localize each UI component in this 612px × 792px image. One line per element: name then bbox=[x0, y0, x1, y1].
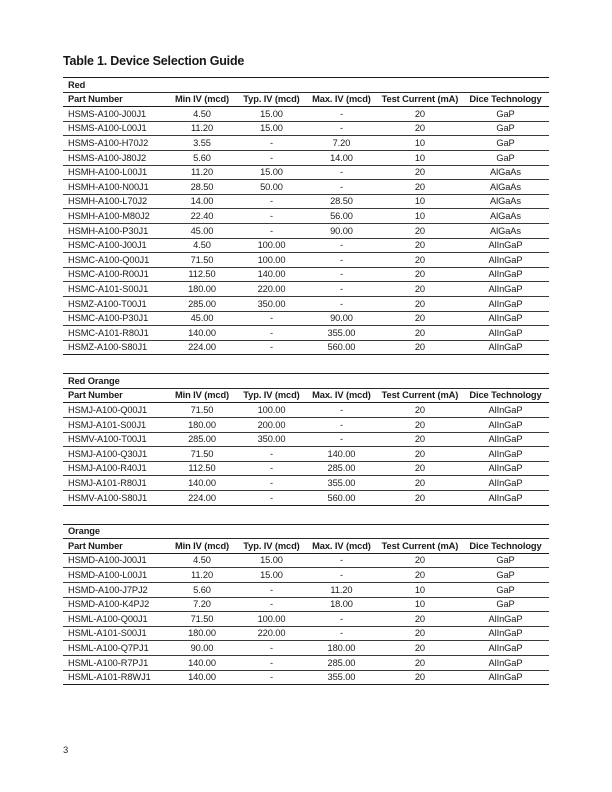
value-cell: 20 bbox=[378, 491, 462, 506]
table-row bbox=[63, 282, 549, 297]
column-header-4: Test Current (mA) bbox=[378, 388, 462, 403]
value-cell: - bbox=[238, 223, 305, 238]
value-cell: 20 bbox=[378, 165, 462, 180]
part-number-cell: HSMJ-A101-R80J1 bbox=[63, 476, 166, 491]
value-cell: GaP bbox=[462, 553, 549, 568]
device-table-red-orange bbox=[63, 373, 549, 505]
part-number-cell: HSMC-A100-Q00J1 bbox=[63, 253, 166, 268]
value-cell: - bbox=[305, 238, 378, 253]
part-number-cell: HSML-A101-S00J1 bbox=[63, 626, 166, 641]
part-number-cell: HSMD-A100-L00J1 bbox=[63, 568, 166, 583]
part-number-cell: HSMJ-A100-Q30J1 bbox=[63, 447, 166, 462]
value-cell: 10 bbox=[378, 583, 462, 598]
value-cell: 20 bbox=[378, 655, 462, 670]
table-row bbox=[63, 107, 549, 122]
value-cell: 4.50 bbox=[166, 107, 238, 122]
table-row bbox=[63, 553, 549, 568]
table-row bbox=[63, 476, 549, 491]
value-cell: 7.20 bbox=[166, 597, 238, 612]
part-number-cell: HSMJ-A100-R40J1 bbox=[63, 461, 166, 476]
table-row bbox=[63, 670, 549, 685]
value-cell: 140.00 bbox=[166, 326, 238, 341]
value-cell: AlGaAs bbox=[462, 165, 549, 180]
value-cell: - bbox=[238, 340, 305, 355]
value-cell: 71.50 bbox=[166, 403, 238, 418]
value-cell: AlInGaP bbox=[462, 253, 549, 268]
value-cell: - bbox=[305, 267, 378, 282]
value-cell: 224.00 bbox=[166, 340, 238, 355]
section-header-row bbox=[63, 374, 549, 389]
table-row bbox=[63, 597, 549, 612]
table-row bbox=[63, 311, 549, 326]
table-row bbox=[63, 238, 549, 253]
value-cell: 180.00 bbox=[166, 418, 238, 433]
section-title: Orange bbox=[63, 524, 549, 539]
value-cell: - bbox=[238, 597, 305, 612]
part-number-cell: HSMD-A100-J7PJ2 bbox=[63, 583, 166, 598]
table-row bbox=[63, 340, 549, 355]
value-cell: 90.00 bbox=[305, 223, 378, 238]
value-cell: - bbox=[238, 583, 305, 598]
table-row bbox=[63, 150, 549, 165]
page-number: 3 bbox=[63, 745, 69, 756]
value-cell: 20 bbox=[378, 238, 462, 253]
value-cell: 112.50 bbox=[166, 461, 238, 476]
part-number-cell: HSMH-A100-L00J1 bbox=[63, 165, 166, 180]
value-cell: 100.00 bbox=[238, 253, 305, 268]
table-row bbox=[63, 461, 549, 476]
value-cell: 20 bbox=[378, 612, 462, 627]
value-cell: - bbox=[238, 655, 305, 670]
value-cell: GaP bbox=[462, 121, 549, 136]
value-cell: 20 bbox=[378, 461, 462, 476]
value-cell: 560.00 bbox=[305, 340, 378, 355]
value-cell: - bbox=[305, 121, 378, 136]
value-cell: 71.50 bbox=[166, 253, 238, 268]
value-cell: 220.00 bbox=[238, 626, 305, 641]
column-header-3: Max. IV (mcd) bbox=[305, 388, 378, 403]
value-cell: 180.00 bbox=[166, 282, 238, 297]
value-cell: AlInGaP bbox=[462, 491, 549, 506]
value-cell: 20 bbox=[378, 107, 462, 122]
value-cell: 10 bbox=[378, 209, 462, 224]
column-header-2: Typ. IV (mcd) bbox=[238, 92, 305, 107]
part-number-cell: HSML-A100-R7PJ1 bbox=[63, 655, 166, 670]
tables-container bbox=[63, 77, 549, 703]
value-cell: - bbox=[238, 326, 305, 341]
value-cell: 140.00 bbox=[238, 267, 305, 282]
table-row bbox=[63, 491, 549, 506]
value-cell: AlInGaP bbox=[462, 641, 549, 656]
value-cell: 20 bbox=[378, 180, 462, 195]
column-header-3: Max. IV (mcd) bbox=[305, 92, 378, 107]
value-cell: 350.00 bbox=[238, 432, 305, 447]
value-cell: 355.00 bbox=[305, 326, 378, 341]
value-cell: 5.60 bbox=[166, 150, 238, 165]
section-header-row bbox=[63, 524, 549, 539]
part-number-cell: HSMC-A101-S00J1 bbox=[63, 282, 166, 297]
value-cell: AlInGaP bbox=[462, 282, 549, 297]
value-cell: AlInGaP bbox=[462, 432, 549, 447]
value-cell: 20 bbox=[378, 282, 462, 297]
value-cell: 11.20 bbox=[305, 583, 378, 598]
value-cell: - bbox=[305, 568, 378, 583]
value-cell: 71.50 bbox=[166, 447, 238, 462]
value-cell: GaP bbox=[462, 568, 549, 583]
table-row bbox=[63, 447, 549, 462]
part-number-cell: HSMD-A100-J00J1 bbox=[63, 553, 166, 568]
value-cell: - bbox=[238, 476, 305, 491]
device-table-orange bbox=[63, 524, 549, 686]
value-cell: 11.20 bbox=[166, 568, 238, 583]
part-number-cell: HSMV-A100-S80J1 bbox=[63, 491, 166, 506]
value-cell: - bbox=[238, 461, 305, 476]
value-cell: 10 bbox=[378, 597, 462, 612]
value-cell: - bbox=[305, 612, 378, 627]
value-cell: AlInGaP bbox=[462, 612, 549, 627]
column-header-0: Part Number bbox=[63, 92, 166, 107]
part-number-cell: HSML-A101-R8WJ1 bbox=[63, 670, 166, 685]
value-cell: 4.50 bbox=[166, 553, 238, 568]
column-header-1: Min IV (mcd) bbox=[166, 388, 238, 403]
column-header-2: Typ. IV (mcd) bbox=[238, 388, 305, 403]
table-row bbox=[63, 165, 549, 180]
value-cell: - bbox=[305, 432, 378, 447]
column-header-0: Part Number bbox=[63, 539, 166, 554]
value-cell: 90.00 bbox=[166, 641, 238, 656]
value-cell: 350.00 bbox=[238, 296, 305, 311]
value-cell: 15.00 bbox=[238, 165, 305, 180]
value-cell: - bbox=[305, 403, 378, 418]
value-cell: 140.00 bbox=[166, 476, 238, 491]
value-cell: - bbox=[238, 670, 305, 685]
column-header-4: Test Current (mA) bbox=[378, 92, 462, 107]
value-cell: 11.20 bbox=[166, 121, 238, 136]
value-cell: 10 bbox=[378, 194, 462, 209]
value-cell: GaP bbox=[462, 136, 549, 151]
value-cell: 11.20 bbox=[166, 165, 238, 180]
value-cell: 560.00 bbox=[305, 491, 378, 506]
part-number-cell: HSMC-A100-R00J1 bbox=[63, 267, 166, 282]
value-cell: - bbox=[305, 165, 378, 180]
value-cell: 20 bbox=[378, 403, 462, 418]
value-cell: 224.00 bbox=[166, 491, 238, 506]
value-cell: 20 bbox=[378, 432, 462, 447]
value-cell: - bbox=[238, 491, 305, 506]
value-cell: 355.00 bbox=[305, 670, 378, 685]
value-cell: 56.00 bbox=[305, 209, 378, 224]
section-title: Red bbox=[63, 78, 549, 93]
table-row bbox=[63, 267, 549, 282]
value-cell: AlInGaP bbox=[462, 403, 549, 418]
value-cell: 45.00 bbox=[166, 311, 238, 326]
value-cell: - bbox=[238, 311, 305, 326]
value-cell: 14.00 bbox=[166, 194, 238, 209]
column-header-0: Part Number bbox=[63, 388, 166, 403]
value-cell: 15.00 bbox=[238, 568, 305, 583]
value-cell: AlInGaP bbox=[462, 326, 549, 341]
value-cell: 112.50 bbox=[166, 267, 238, 282]
table-body bbox=[63, 107, 549, 355]
value-cell: 140.00 bbox=[166, 655, 238, 670]
value-cell: - bbox=[305, 626, 378, 641]
value-cell: 180.00 bbox=[166, 626, 238, 641]
value-cell: - bbox=[238, 641, 305, 656]
part-number-cell: HSMS-A100-H70J2 bbox=[63, 136, 166, 151]
value-cell: 20 bbox=[378, 267, 462, 282]
part-number-cell: HSMC-A100-P30J1 bbox=[63, 311, 166, 326]
part-number-cell: HSMD-A100-K4PJ2 bbox=[63, 597, 166, 612]
value-cell: 285.00 bbox=[305, 655, 378, 670]
value-cell: 90.00 bbox=[305, 311, 378, 326]
value-cell: 20 bbox=[378, 476, 462, 491]
value-cell: - bbox=[305, 296, 378, 311]
table-body bbox=[63, 553, 549, 684]
value-cell: AlInGaP bbox=[462, 461, 549, 476]
value-cell: 20 bbox=[378, 568, 462, 583]
value-cell: 20 bbox=[378, 296, 462, 311]
value-cell: AlGaAs bbox=[462, 180, 549, 195]
column-header-row bbox=[63, 388, 549, 403]
column-header-5: Dice Technology bbox=[462, 539, 549, 554]
value-cell: - bbox=[238, 150, 305, 165]
value-cell: AlInGaP bbox=[462, 296, 549, 311]
table-row bbox=[63, 136, 549, 151]
value-cell: 71.50 bbox=[166, 612, 238, 627]
table-title: Table 1. Device Selection Guide bbox=[63, 54, 245, 68]
value-cell: 20 bbox=[378, 553, 462, 568]
part-number-cell: HSMH-A100-P30J1 bbox=[63, 223, 166, 238]
value-cell: 180.00 bbox=[305, 641, 378, 656]
value-cell: 7.20 bbox=[305, 136, 378, 151]
section-title: Red Orange bbox=[63, 374, 549, 389]
value-cell: 140.00 bbox=[305, 447, 378, 462]
column-header-2: Typ. IV (mcd) bbox=[238, 539, 305, 554]
value-cell: 200.00 bbox=[238, 418, 305, 433]
value-cell: 10 bbox=[378, 136, 462, 151]
table-body bbox=[63, 403, 549, 505]
column-header-1: Min IV (mcd) bbox=[166, 539, 238, 554]
value-cell: 355.00 bbox=[305, 476, 378, 491]
table-row bbox=[63, 583, 549, 598]
value-cell: - bbox=[305, 418, 378, 433]
value-cell: AlGaAs bbox=[462, 194, 549, 209]
table-row bbox=[63, 253, 549, 268]
table-row bbox=[63, 326, 549, 341]
part-number-cell: HSMJ-A101-S00J1 bbox=[63, 418, 166, 433]
value-cell: 45.00 bbox=[166, 223, 238, 238]
value-cell: AlInGaP bbox=[462, 476, 549, 491]
part-number-cell: HSMJ-A100-Q00J1 bbox=[63, 403, 166, 418]
value-cell: - bbox=[305, 282, 378, 297]
value-cell: 220.00 bbox=[238, 282, 305, 297]
value-cell: 3.55 bbox=[166, 136, 238, 151]
value-cell: 20 bbox=[378, 311, 462, 326]
table-row bbox=[63, 209, 549, 224]
part-number-cell: HSMS-A100-J80J2 bbox=[63, 150, 166, 165]
value-cell: 15.00 bbox=[238, 553, 305, 568]
value-cell: 50.00 bbox=[238, 180, 305, 195]
table-row bbox=[63, 403, 549, 418]
part-number-cell: HSMS-A100-J00J1 bbox=[63, 107, 166, 122]
table-row bbox=[63, 180, 549, 195]
part-number-cell: HSMC-A100-J00J1 bbox=[63, 238, 166, 253]
value-cell: 285.00 bbox=[305, 461, 378, 476]
part-number-cell: HSMZ-A100-S80J1 bbox=[63, 340, 166, 355]
part-number-cell: HSMC-A101-R80J1 bbox=[63, 326, 166, 341]
value-cell: AlInGaP bbox=[462, 447, 549, 462]
value-cell: - bbox=[238, 209, 305, 224]
value-cell: AlGaAs bbox=[462, 209, 549, 224]
value-cell: - bbox=[305, 553, 378, 568]
value-cell: - bbox=[305, 253, 378, 268]
value-cell: 4.50 bbox=[166, 238, 238, 253]
table-row bbox=[63, 296, 549, 311]
table-row bbox=[63, 121, 549, 136]
part-number-cell: HSML-A100-Q7PJ1 bbox=[63, 641, 166, 656]
part-number-cell: HSMS-A100-L00J1 bbox=[63, 121, 166, 136]
value-cell: 10 bbox=[378, 150, 462, 165]
value-cell: 20 bbox=[378, 253, 462, 268]
column-header-5: Dice Technology bbox=[462, 92, 549, 107]
value-cell: 5.60 bbox=[166, 583, 238, 598]
value-cell: - bbox=[238, 447, 305, 462]
value-cell: GaP bbox=[462, 150, 549, 165]
value-cell: 100.00 bbox=[238, 238, 305, 253]
value-cell: AlInGaP bbox=[462, 670, 549, 685]
column-header-1: Min IV (mcd) bbox=[166, 92, 238, 107]
value-cell: 20 bbox=[378, 418, 462, 433]
column-header-4: Test Current (mA) bbox=[378, 539, 462, 554]
column-header-row bbox=[63, 92, 549, 107]
value-cell: - bbox=[305, 107, 378, 122]
value-cell: AlInGaP bbox=[462, 655, 549, 670]
part-number-cell: HSMH-A100-L70J2 bbox=[63, 194, 166, 209]
value-cell: 20 bbox=[378, 121, 462, 136]
part-number-cell: HSMV-A100-T00J1 bbox=[63, 432, 166, 447]
table-row bbox=[63, 223, 549, 238]
table-row bbox=[63, 418, 549, 433]
value-cell: AlInGaP bbox=[462, 267, 549, 282]
value-cell: GaP bbox=[462, 597, 549, 612]
value-cell: 28.50 bbox=[166, 180, 238, 195]
column-header-3: Max. IV (mcd) bbox=[305, 539, 378, 554]
value-cell: 20 bbox=[378, 626, 462, 641]
part-number-cell: HSML-A100-Q00J1 bbox=[63, 612, 166, 627]
value-cell: 285.00 bbox=[166, 296, 238, 311]
value-cell: AlGaAs bbox=[462, 223, 549, 238]
table-row bbox=[63, 655, 549, 670]
value-cell: GaP bbox=[462, 583, 549, 598]
value-cell: 18.00 bbox=[305, 597, 378, 612]
value-cell: - bbox=[305, 180, 378, 195]
value-cell: 14.00 bbox=[305, 150, 378, 165]
value-cell: - bbox=[238, 194, 305, 209]
value-cell: AlInGaP bbox=[462, 418, 549, 433]
value-cell: 285.00 bbox=[166, 432, 238, 447]
table-row bbox=[63, 612, 549, 627]
value-cell: 100.00 bbox=[238, 403, 305, 418]
value-cell: AlInGaP bbox=[462, 626, 549, 641]
value-cell: 140.00 bbox=[166, 670, 238, 685]
value-cell: 20 bbox=[378, 447, 462, 462]
value-cell: 20 bbox=[378, 670, 462, 685]
value-cell: 20 bbox=[378, 223, 462, 238]
value-cell: 22.40 bbox=[166, 209, 238, 224]
table-row bbox=[63, 641, 549, 656]
value-cell: AlInGaP bbox=[462, 340, 549, 355]
value-cell: 15.00 bbox=[238, 107, 305, 122]
value-cell: 100.00 bbox=[238, 612, 305, 627]
column-header-5: Dice Technology bbox=[462, 388, 549, 403]
table-row bbox=[63, 194, 549, 209]
section-header-row bbox=[63, 78, 549, 93]
part-number-cell: HSMH-A100-N00J1 bbox=[63, 180, 166, 195]
value-cell: AlInGaP bbox=[462, 238, 549, 253]
value-cell: GaP bbox=[462, 107, 549, 122]
table-row bbox=[63, 568, 549, 583]
value-cell: 28.50 bbox=[305, 194, 378, 209]
value-cell: 20 bbox=[378, 340, 462, 355]
value-cell: - bbox=[238, 136, 305, 151]
value-cell: 15.00 bbox=[238, 121, 305, 136]
part-number-cell: HSMZ-A100-T00J1 bbox=[63, 296, 166, 311]
part-number-cell: HSMH-A100-M80J2 bbox=[63, 209, 166, 224]
value-cell: 20 bbox=[378, 641, 462, 656]
value-cell: 20 bbox=[378, 326, 462, 341]
table-row bbox=[63, 432, 549, 447]
table-row bbox=[63, 626, 549, 641]
device-table-red bbox=[63, 77, 549, 355]
value-cell: AlInGaP bbox=[462, 311, 549, 326]
column-header-row bbox=[63, 539, 549, 554]
